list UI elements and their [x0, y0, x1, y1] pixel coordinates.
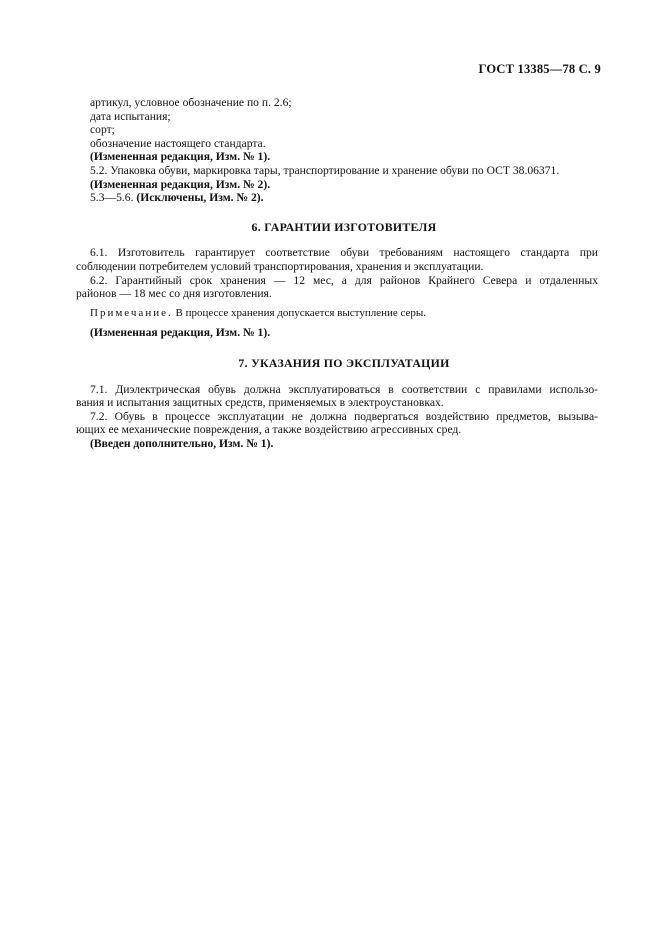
clause-6-2 [76, 273, 598, 301]
clause-7-1-line1: 7.1. Диэлектрическая обувь должна эксплуатироваться в соответствии с правилами использо- [90, 382, 598, 396]
clause-5-2: 5.2. Упаковка обуви, маркировка тары, транспортирование и хранение обуви по ОСТ 38.06371. [90, 163, 560, 177]
clause-text: (Исключены, Изм. № 2). [136, 191, 264, 205]
note-text: В процессе хранения допускается выступление серы. [175, 306, 427, 319]
amendment-note: (Введен дополнительно, Изм. № 1). [90, 436, 274, 450]
list-item: обозначение настоящего стандарта. [90, 136, 266, 150]
clause-6-1 [76, 246, 598, 273]
note [90, 307, 598, 321]
amendment-note: (Измененная редакция, Изм. № 1). [90, 150, 271, 164]
note-label: Примечание. [90, 306, 173, 319]
page-header: ГОСТ 13385—78 С. 9 [478, 62, 601, 76]
clause-number: 5.3—5.6. [90, 191, 134, 205]
clause-7-1-line2: вания и испытания защитных средств, применяемых в электроустановках. [76, 396, 444, 410]
clause-6-2-line1: 6.2. Гарантийный срок хранения — 12 мес, а для районов Крайнего Севера и отдаленных [90, 273, 598, 287]
document-body [76, 96, 598, 450]
list-item: сорт; [90, 123, 115, 137]
list-item: артикул, условное обозначение по п. 2.6; [90, 96, 292, 109]
clause-6-2-line2: районов — 18 мес со дня изготовления. [76, 287, 272, 301]
clause-7-2 [76, 409, 598, 437]
clause-7-2-line2: ющих ее механические повреждения, а также воздействию агрессивных сред. [76, 423, 462, 437]
clause-7-2-line1: 7.2. Обувь в процессе эксплуатации не должна подвергаться воздействию предметов, вызыва- [90, 409, 598, 423]
clause-6-1-line2: соблюдении потребителем условий транспортирования, хранения и эксплуатации. [76, 259, 484, 273]
clause-6-1-line1: 6.1. Изготовитель гарантирует соответствие обуви требованиям настоящего стандарта при [90, 246, 598, 260]
amendment-note: (Измененная редакция, Изм. № 1). [90, 326, 271, 340]
section-6-title: 6. ГАРАНТИИ ИЗГОТОВИТЕЛЯ [251, 219, 437, 234]
section-7-title: 7. УКАЗАНИЯ ПО ЭКСПЛУАТАЦИИ [238, 355, 450, 370]
clause-7-1 [76, 382, 598, 410]
list-item: дата испытания; [90, 109, 171, 123]
clause-5-3-5-6 [90, 191, 598, 205]
amendment-note: (Измененная редакция, Изм. № 2). [90, 177, 271, 191]
